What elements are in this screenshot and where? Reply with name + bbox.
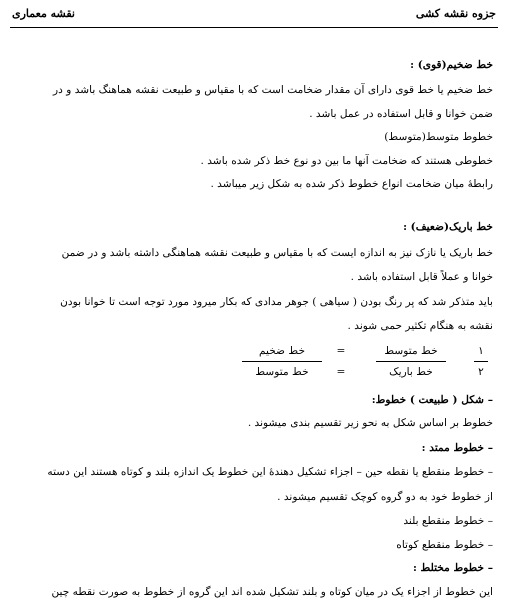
fraction-bar [376,361,446,362]
equals-sign: = [336,345,346,357]
header-subtitle: نقشه معماری [12,7,75,20]
fraction-bar [474,361,488,362]
ratio-label-medium: خط متوسط [384,345,438,357]
paragraph-line: باید متذکر شد که پر رنگ بودن ( سیاهی ) جوهر مدادی که بکار میرود مورد توجه است تا خوانا بودن [60,296,493,308]
ratio-denominator: ۲ [478,366,484,378]
heading-continuous-lines: – خطوط ممتد : [421,442,493,454]
ratio-label-thick: خط ضخیم [258,345,306,357]
paragraph-line: خطوطی هستند که ضخامت آنها ما بین دو نوع خط ذکر شده باشد . [200,155,493,167]
subheading-medium-line: خطوط متوسط(متوسط) [384,131,493,143]
paragraph-line: خوانا و عملاً قابل استفاده باشد . [350,271,493,283]
header-divider [10,27,498,28]
paragraph-line: از خطوط خود به دو گروه کوچک تقسیم میشوند . [277,491,493,503]
heading-line-shape: – شکل ( طبیعت ) خطوط: [371,394,493,406]
paragraph-line: خط ضخیم یا خط قوی دارای آن مقدار ضخامت است که با مقیاس و طبیعت نقشه هماهنگ باشد و در [53,84,493,96]
paragraph-line: ضمن خوانا و قابل استفاده در عمل باشد . [309,108,493,120]
ratio-label-medium: خط متوسط [255,366,309,378]
header-title: جزوه نقشه کشی [415,7,496,20]
ratio-label-thin: خط باریک [389,366,433,378]
fraction-bar [242,361,322,362]
paragraph-line: خطوط بر اساس شکل به نحو زیر تقسیم بندی میشوند . [247,417,493,429]
equals-sign: = [336,366,346,378]
paragraph-line: این خطوط از اجزاء یک در میان کوتاه و بلند تشکیل شده اند این گروه از خطوط به صورت نقطه چین [51,586,493,598]
heading-thin-line: خط باریک(ضعیف) : [403,221,493,233]
paragraph-line: نقشه به هنگام تکثیر حمی شوند . [347,320,493,332]
paragraph-line: – خطوط منقطع یا نقطه حین – اجزاء تشکیل دهندهٔ این خطوط یک اندازه بلند و کوتاه هستند این دسته [47,466,493,478]
ratio-numerator: ۱ [478,345,484,357]
heading-mixed-lines: – خطوط مختلط : [412,562,493,574]
paragraph-line: خط باریک یا نازک نیز به اندازه ایست که با مقیاس و طبیعت نقشه هماهنگی داشته باشد و در ضمن [61,247,493,259]
heading-thick-line: خط ضخیم(قوی) : [410,59,493,71]
list-item: – خطوط منقطع کوتاه [396,539,493,551]
paragraph-line: رابطهٔ میان ضخامت انواع خطوط ذکر شده به شکل زیر میباشد . [210,178,493,190]
list-item: – خطوط منقطع بلند [403,515,493,527]
